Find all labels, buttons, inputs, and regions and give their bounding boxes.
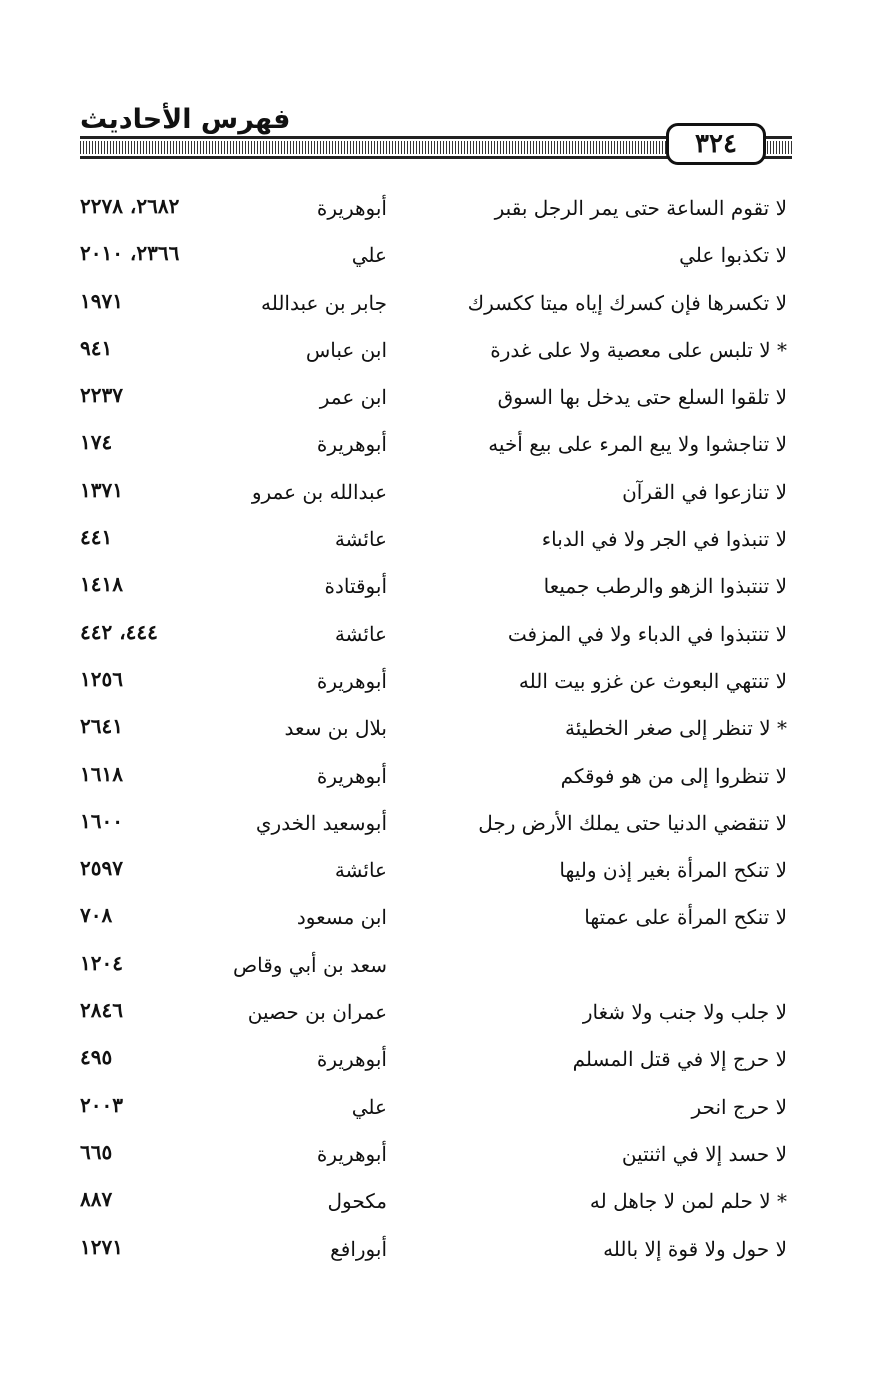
narrator-name: عائشة: [334, 858, 387, 883]
hadith-text: لا تناجشوا ولا يبع المرء على بيع أخيه: [488, 432, 787, 457]
reference-numbers: ٨٨٧: [80, 1187, 113, 1212]
hadith-text: لا تنتهي البعوث عن غزو بيت الله: [518, 668, 787, 693]
reference-numbers: ٤٤١: [80, 525, 113, 550]
hadith-text: لا حرج إلا في قتل المسلم: [572, 1047, 787, 1072]
hadith-text: لا تنازعوا في القرآن: [622, 479, 787, 504]
index-row: [0, 943, 873, 990]
narrator-name: أبوهريرة: [316, 668, 387, 693]
reference-numbers: ١٢٧١: [80, 1234, 123, 1259]
hadith-text: لا تقوم الساعة حتى يمر الرجل بقبر: [494, 196, 787, 220]
narrator-name: أبوسعيد الخدري: [255, 810, 387, 835]
hadith-text: لا حول ولا قوة إلا بالله: [603, 1236, 787, 1261]
reference-numbers: ١٢٠٤: [80, 950, 123, 975]
narrator-name: جابر بن عبدالله: [260, 290, 387, 315]
index-row: [0, 990, 873, 1037]
narrator-name: عائشة: [334, 527, 387, 552]
reference-numbers: ١٩٧١: [80, 288, 123, 313]
reference-numbers: ٢٢٣٧: [80, 383, 123, 408]
index-row: [0, 233, 873, 280]
index-row: [0, 612, 873, 659]
hadith-text: لا تكسرها فإن كسرك إياه ميتا ككسرك: [467, 290, 787, 315]
narrator-name: علي: [351, 1094, 387, 1119]
index-row: [0, 895, 873, 942]
narrator-name: أبورافع: [330, 1236, 387, 1261]
hadith-text: لا تنظروا إلى من هو فوقكم: [560, 763, 787, 788]
reference-numbers: ٦٦٥: [80, 1139, 113, 1164]
reference-numbers: ٢٠٠٣: [80, 1092, 123, 1117]
narrator-name: عمران بن حصين: [247, 1000, 387, 1025]
index-row: [0, 659, 873, 706]
index-row: [0, 1132, 873, 1179]
hadith-text: لا حسد إلا في اثنتين: [621, 1141, 787, 1166]
reference-numbers: ١٧٤: [80, 430, 113, 455]
narrator-name: أبوهريرة: [316, 763, 387, 788]
index-row: [0, 1227, 873, 1274]
index-row: [0, 517, 873, 564]
index-row: [0, 186, 873, 233]
index-row: [0, 1037, 873, 1084]
index-row: [0, 328, 873, 375]
hadith-text: * لا حلم لمن لا جاهل له: [589, 1189, 787, 1214]
index-row: [0, 1179, 873, 1226]
narrator-name: ابن عباس: [305, 337, 387, 362]
hadith-text: لا تنتبذوا الزهو والرطب جميعا: [543, 574, 787, 599]
narrator-name: علي: [351, 243, 387, 268]
reference-numbers: ٧٠٨: [80, 903, 113, 928]
index-row: [0, 801, 873, 848]
reference-numbers: ١٦١٨: [80, 761, 123, 786]
page-title: فهرس الأحاديث: [80, 104, 291, 135]
hadith-text: لا تنبذوا في الجر ولا في الدباء: [541, 527, 787, 552]
narrator-name: أبوهريرة: [316, 1047, 387, 1072]
reference-numbers: ٢٥٩٧: [80, 856, 123, 881]
hadith-text: لا جلب ولا جنب ولا شغار: [582, 1000, 787, 1025]
hadith-text: لا تنتبذوا في الدباء ولا في المزفت: [507, 621, 787, 646]
hadith-text: * لا تلبس على معصية ولا على غدرة: [490, 337, 787, 362]
index-row: [0, 564, 873, 611]
reference-numbers: ١٢٥٦: [80, 666, 123, 691]
narrator-name: ابن مسعود: [296, 905, 387, 930]
hadith-text: لا تنكح المرأة على عمتها: [584, 905, 787, 930]
index-row: [0, 754, 873, 801]
narrator-name: سعد بن أبي وقاص: [232, 952, 387, 977]
index-row: [0, 1085, 873, 1132]
index-row: [0, 470, 873, 517]
hadith-text: لا تكذبوا علي: [679, 243, 787, 268]
page-number-badge: [666, 123, 766, 165]
hadith-text: لا تنكح المرأة بغير إذن وليها: [559, 858, 787, 883]
hadith-index-list: [0, 186, 873, 1274]
index-row: [0, 281, 873, 328]
reference-numbers: ٢٦٤١: [80, 714, 123, 739]
narrator-name: مكحول: [327, 1189, 387, 1214]
index-row: [0, 422, 873, 469]
hadith-text: * لا تنظر إلى صغر الخطيئة: [565, 716, 787, 741]
reference-numbers: ١٤١٨: [80, 572, 123, 597]
narrator-name: بلال بن سعد: [284, 716, 387, 741]
reference-numbers: ٤٤٤، ٤٤٢: [80, 619, 158, 644]
reference-numbers: ٢٦٨٢، ٢٢٧٨: [80, 194, 180, 218]
hadith-text: لا حرج انحر: [691, 1094, 787, 1119]
narrator-name: ابن عمر: [319, 385, 387, 410]
index-row: [0, 848, 873, 895]
page-number: ٣٢٤: [695, 129, 737, 159]
narrator-name: أبوهريرة: [316, 196, 387, 220]
reference-numbers: ٢٣٦٦، ٢٠١٠: [80, 241, 180, 266]
hadith-text: لا تلقوا السلع حتى يدخل بها السوق: [497, 385, 787, 410]
narrator-name: أبوقتادة: [324, 574, 387, 599]
narrator-name: عائشة: [334, 621, 387, 646]
reference-numbers: ٩٤١: [80, 335, 113, 360]
narrator-name: عبدالله بن عمرو: [251, 479, 387, 504]
reference-numbers: ٢٨٤٦: [80, 998, 123, 1023]
narrator-name: أبوهريرة: [316, 432, 387, 457]
reference-numbers: ١٣٧١: [80, 477, 123, 502]
index-row: [0, 706, 873, 753]
reference-numbers: ١٦٠٠: [80, 808, 123, 833]
reference-numbers: ٤٩٥: [80, 1045, 113, 1070]
narrator-name: أبوهريرة: [316, 1141, 387, 1166]
hadith-text: لا تنقضي الدنيا حتى يملك الأرض رجل: [478, 810, 787, 835]
index-row: [0, 375, 873, 422]
